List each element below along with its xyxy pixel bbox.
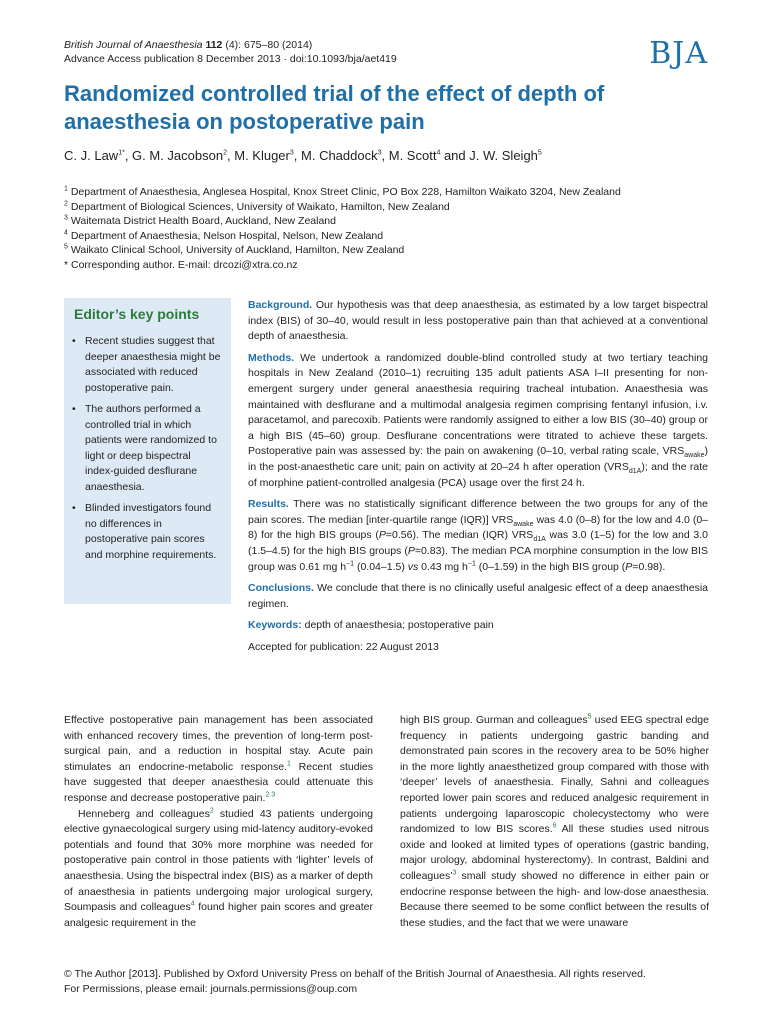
abstract-text: was 4.0 (0–8) for the low and 4.0 (0–8) for the high BIS groups ( xyxy=(248,513,708,542)
abstract-text: =0.98). xyxy=(632,560,666,573)
reference-link[interactable]: 2 3 xyxy=(265,791,276,799)
key-point-text: Blinded investigators found no differences in postoperative pain scores and morphine requirements. xyxy=(85,502,217,561)
journal-volume: 112 xyxy=(205,39,223,51)
journal-issue-pages: (4): 675–80 (2014) xyxy=(225,39,313,51)
affiliation-number: 1 xyxy=(64,185,68,193)
abstract-text: There was no statistically significant difference between the two groups for any of the pain scores. The median [inter-quartile range (IQR)] VRS xyxy=(248,498,708,526)
bja-logo: BJA xyxy=(649,36,708,71)
bullet-icon: • xyxy=(72,403,76,415)
abstract xyxy=(248,298,708,661)
body-column-left xyxy=(64,713,373,931)
reference-link[interactable]: 3 xyxy=(452,869,457,877)
affiliation-text: Department of Anaesthesia, Nelson Hospital, Nelson, New Zealand xyxy=(70,229,384,242)
p-symbol: P xyxy=(378,529,386,542)
affiliation xyxy=(64,229,621,244)
journal-citation xyxy=(64,38,397,66)
body-text: used EEG spectral edge frequency in patients undergoing gastric banding and demonstrated pain scores in the recovery area to be 50% higher in the more lightly anaesthetized group compared with those with ‘deeper’ levels of anaesthesia. Finally, Sahni and colleagues reported lower pain scores and reduced analgesic requirement in patients undergoing laparoscopic cholecystectomy who were randomized to low BIS scores. xyxy=(400,714,709,836)
author-affil-sup: 3 xyxy=(289,149,294,157)
author-affil-sup: 1* xyxy=(118,149,125,157)
reference-link[interactable]: 6 xyxy=(552,822,557,830)
author-sep: , xyxy=(293,148,302,163)
key-points-list xyxy=(72,334,222,569)
author-name: J. W. Sleigh xyxy=(469,148,538,163)
body-text: high BIS group. Gurman and colleagues xyxy=(400,714,588,726)
body-text: studied 43 patients undergoing elective gynaecological surgery using mid-latency auditory-evoked potentials and found that 30% more morphine was needed for postoperative pain control in those patients with ‘lighter’ levels of anaesthesia. Using the bispectral index (BIS) as a marker of depth of anaesthesia in patients undergoing major urological surgery, Soumpasis and colleagues xyxy=(64,807,374,914)
author-name: M. Kluger xyxy=(234,148,290,163)
body-paragraph xyxy=(64,713,373,807)
subscript: awake xyxy=(513,520,534,528)
body-paragraph xyxy=(64,807,373,932)
author-list xyxy=(64,148,542,163)
body-text: Effective postoperative pain management has been associated with enhanced recovery times, the prevention of long-term post-surgical pain, and a reduction in hospital stay. Acute pain stimulates an endocrine-metabolic response. xyxy=(64,714,373,773)
p-symbol: P xyxy=(407,544,415,557)
abstract-text: ) in the post-anaesthetic care unit; pain on activity at 20–24 h after operation (VRS xyxy=(248,445,708,473)
affiliation-text: Department of Biological Sciences, University of Waikato, Hamilton, New Zealand xyxy=(70,200,450,213)
affiliation-text: Department of Anaesthesia, Anglesea Hospital, Knox Street Clinic, PO Box 228, Hamilton Waikato 3204, New Zealand xyxy=(70,186,621,198)
affiliation-number: 5 xyxy=(64,243,68,251)
body-column-right xyxy=(400,713,709,931)
author-name: G. M. Jacobson xyxy=(132,148,224,163)
author-sep: , xyxy=(381,148,389,163)
article-title: Randomized controlled trial of the effect of depth of anaesthesia on postoperative pain xyxy=(64,81,605,134)
author-sep: and xyxy=(440,148,470,163)
abstract-text: We undertook a randomized double-blind controlled study at two tertiary teaching hospitals in New Zealand (2010–1) recruiting 135 adult patients ASA I–II presenting for non-emergent surgery under general anaesthesia requiring tracheal intubation. Anaesthesia was maintained with desflurane and a multimodal analgesia regimen comprising fentanyl infusion, i.v. paracetamol, and parecoxib. Patients were randomly assigned to either a low BIS (30–40) group or a high BIS (45–60) group. Desflurane concentrations were titrated to achieve these targets. Postoperative pain was assessed by: the pain on awakening (0–10, verbal rating scale, VRS xyxy=(248,351,708,458)
vs-text: vs xyxy=(407,560,419,573)
author-sep: , xyxy=(227,148,235,163)
affiliation xyxy=(64,200,621,215)
author-name: M. Chaddock xyxy=(301,148,378,163)
journal-line xyxy=(64,38,397,52)
abstract-label: Conclusions. xyxy=(248,582,314,595)
abstract-conclusions xyxy=(248,581,708,612)
body-paragraph xyxy=(400,713,709,931)
accepted-date: Accepted for publication: 22 August 2013 xyxy=(248,640,439,653)
author-sep: , xyxy=(124,148,133,163)
abstract-background xyxy=(248,298,708,345)
subscript: d1A xyxy=(628,468,642,476)
bullet-icon: • xyxy=(72,335,76,347)
reference-link[interactable]: 2 xyxy=(209,807,214,815)
author-name: C. J. Law xyxy=(64,148,119,163)
abstract-label: Results. xyxy=(248,498,289,511)
affiliation xyxy=(64,214,621,229)
key-point-item xyxy=(72,501,222,563)
affiliation-list xyxy=(64,185,621,273)
key-point-item xyxy=(72,334,222,396)
body-text: Henneberg and colleagues xyxy=(78,807,210,820)
subscript: d1A xyxy=(533,536,546,544)
body-text: Recent studies have suggested that deeper anaesthesia could attenuate this response and decrease postoperative pain. xyxy=(64,760,374,804)
corresponding-author: * Corresponding author. E-mail: drcozi@xtra.co.nz xyxy=(64,258,298,271)
author-affil-sup: 4 xyxy=(436,149,441,157)
abstract-text: Our hypothesis was that deep anaesthesia, as estimated by a low target bispectral index (BIS) of 30–40, would result in less postoperative pain than that achieved at a conventional depth of anaesthesia. xyxy=(248,299,708,343)
abstract-text: was 3.0 (1–5) for the low and 3.0 (1.5–4.5) for the high BIS groups ( xyxy=(248,529,708,557)
superscript: −1 xyxy=(346,560,355,567)
affiliation-number: 4 xyxy=(64,229,68,237)
author-affil-sup: 5 xyxy=(537,149,542,157)
key-points-title: Editor’s key points xyxy=(74,306,200,322)
reference-link[interactable]: 4 xyxy=(190,900,195,908)
affiliation-number: 2 xyxy=(64,200,68,208)
reference-link[interactable]: 1 xyxy=(286,760,291,768)
affiliation-text: Waitemata District Health Board, Auckland, New Zealand xyxy=(70,215,336,228)
subscript: awake xyxy=(684,452,705,460)
abstract-text: We conclude that there is no clinically useful analgesic effect of a deep anaesthesia regimen. xyxy=(248,582,708,610)
abstract-text: =0.56). The median (IQR) VRS xyxy=(385,529,534,542)
advance-access-line: Advance Access publication 8 December 2013 · doi:10.1093/bja/aet419 xyxy=(64,53,397,65)
affiliation xyxy=(64,243,621,258)
abstract-results xyxy=(248,497,708,575)
abstract-text: (0–1.59) in the high BIS group ( xyxy=(475,560,626,573)
superscript: −1 xyxy=(467,560,476,567)
abstract-label: Methods. xyxy=(248,351,295,364)
copyright-notice: © The Author [2013]. Published by Oxford University Press on behalf of the British Journal of Anaesthesia. All rights reserved. xyxy=(64,968,646,980)
body-text: found higher pain scores and greater analgesic requirement in the xyxy=(64,901,373,929)
bullet-icon: • xyxy=(72,502,76,514)
reference-link[interactable]: 5 xyxy=(587,713,592,721)
abstract-label: Background. xyxy=(248,299,313,311)
author-name: M. Scott xyxy=(388,148,437,163)
permissions-notice: For Permissions, please email: journals.permissions@oup.com xyxy=(64,983,358,995)
author-affil-sup: 3 xyxy=(377,149,382,157)
abstract-methods xyxy=(248,351,708,491)
affiliation-number: 3 xyxy=(64,214,68,222)
affiliation xyxy=(64,185,621,200)
key-point-text: Recent studies suggest that deeper anaesthesia might be associated with reduced postoperative pain. xyxy=(85,335,221,394)
author-affil-sup: 2 xyxy=(223,149,227,157)
abstract-text: ); and the rate of morphine patient-controlled analgesia (PCA) usage over the first 24 h. xyxy=(248,460,709,489)
abstract-keywords xyxy=(248,618,708,634)
body-text: All these studies used nitrous oxide and looked at limited types of operations (gastric banding, major urology, abdominal hysterectomy). In contrast, Baldini and colleagues’ xyxy=(400,823,709,882)
keywords-label: Keywords: xyxy=(248,619,302,632)
page-footer xyxy=(64,967,646,997)
abstract-text: 0.43 mg h xyxy=(418,560,468,573)
keywords-text: depth of anaesthesia; postoperative pain xyxy=(301,619,494,632)
abstract-text: =0.83). The median PCA morphine consumption in the low BIS group was 0.61 mg h xyxy=(248,544,708,573)
body-text: small study showed no difference in either pain or endocrine response between the high- and low-dose anaesthesia. Because there seemed to be some conflict between the results of these studies, and the fact that we were unaware xyxy=(400,869,709,929)
p-symbol: P xyxy=(625,560,633,573)
abstract-text: (0.04–1.5) xyxy=(354,560,408,573)
affiliation-text: Waikato Clinical School, University of Auckland, Hamilton, New Zealand xyxy=(70,244,405,257)
key-point-item xyxy=(72,402,222,495)
key-point-text: The authors performed a controlled trial in which patients were randomized to light or deep bispectral index-guided desflurane anaesthesia. xyxy=(85,403,217,493)
journal-name: British Journal of Anaesthesia xyxy=(64,39,203,51)
